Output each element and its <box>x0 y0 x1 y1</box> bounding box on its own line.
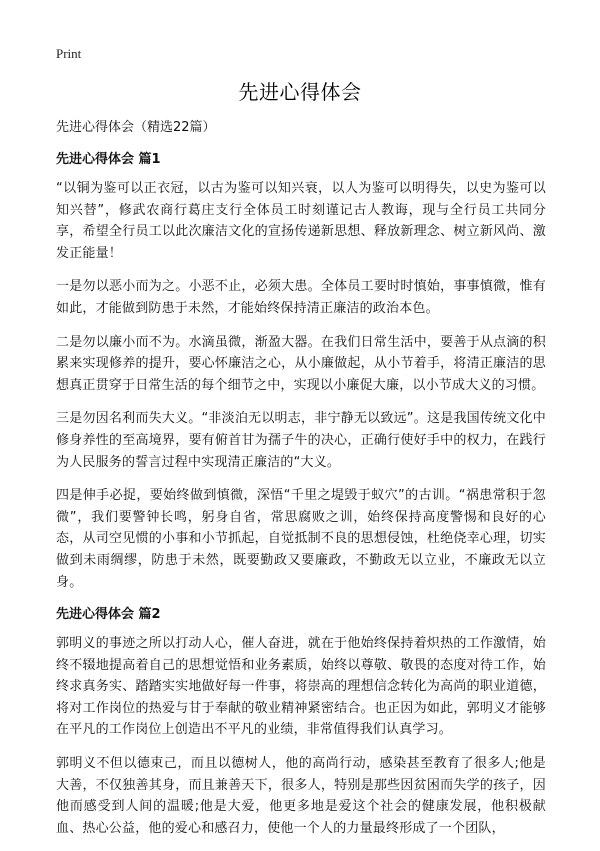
section-2 <box>56 605 546 839</box>
section-2-paragraph-2: 郭明义不但以德束己，而且以德树人，他的高尚行动，感染甚至教育了很多人;他是大善，不仅独善其身，而且兼善天下，很多人，特别是那些因贫困而失学的孩子，因他而感受到人间的温暖;他是大爱，他更多地是爱这个社会的健康发展，他积极献血、热心公益，他的爱心和感召力，使他一个人的力量最终形成了一个团队， <box>56 756 546 836</box>
document-body <box>56 118 546 851</box>
print-link[interactable]: Print <box>56 46 82 61</box>
section-2-paragraph-1: 郭明义的事迹之所以打动人心，催人奋进，就在于他始终保持着炽热的工作激情，始终不辍地提高着自己的思想觉悟和业务素质，始终以尊敬、敬畏的态度对待工作，始终求真务实、踏踏实实地做好每一件事，将崇高的理想信念转化为高尚的职业道德，将对工作岗位的热爱与甘于奉献的敬业精神紧密结合。也正因为如此，郭明义才能够在平凡的工作岗位上创造出不平凡的业绩，非常值得我们认真学习。 <box>56 636 546 738</box>
section-2-heading: 先进心得体会 篇2 <box>56 607 161 623</box>
section-1 <box>56 150 546 593</box>
document-subtitle: 先进心得体会（精选22篇） <box>56 120 216 135</box>
section-1-heading: 先进心得体会 篇1 <box>56 152 161 167</box>
document-title: 先进心得体会 <box>238 80 362 104</box>
section-1-paragraph-3: 二是勿以廉小而不为。水滴虽微，渐盈大器。在我们日常生活中，要善于从点滴的积累来实现修养的提升，要心怀廉洁之心，从小廉做起，从小节着手，将清正廉洁的思想真正贯穿于日常生活的每个细节之中，实现以小廉促大廉，以小节成大义的习惯。 <box>56 334 546 393</box>
section-1-paragraph-1: “以铜为鉴可以正衣冠，以古为鉴可以知兴衰，以人为鉴可以明得失，以史为鉴可以知兴替”，修武农商行葛庄支行全体员工时刻谨记古人教诲，现与全行员工共同分享，希望全行员工以此次廉洁文化的宣扬传递新思想、释放新理念、树立新风尚、激发正能量！ <box>56 181 546 261</box>
section-1-paragraph-4: 三是勿因名利而失大义。“非淡泊无以明志，非宁静无以致远”。这是我国传统文化中修身养性的至高境界，要有俯首甘为孺子牛的决心，正确行使好手中的权力，在践行为人民服务的誓言过程中实现清正廉洁的“大义。 <box>56 411 546 470</box>
section-1-paragraph-2: 一是勿以恶小而为之。小恶不止，必须大患。全体员工要时时慎始，事事慎微，惟有如此，才能做到防患于未然，才能始终保持清正廉洁的政治本色。 <box>56 279 546 316</box>
section-1-paragraph-5: 四是伸手必捉，要始终做到慎微，深悟“千里之堤毁于蚁穴”的古训。“祸患常积于忽微”，我们要警钟长鸣，躬身自省，常思腐败之训，始终保持高度警惕和良好的心态，从司空见惯的小事和小节抓起，自觉抵制不良的思想侵蚀，杜绝侥幸心理，切实做到未雨绸缪，防患于未然，既要勤政又要廉政，不勤政无以立业，不廉政无以立身。 <box>56 488 546 590</box>
